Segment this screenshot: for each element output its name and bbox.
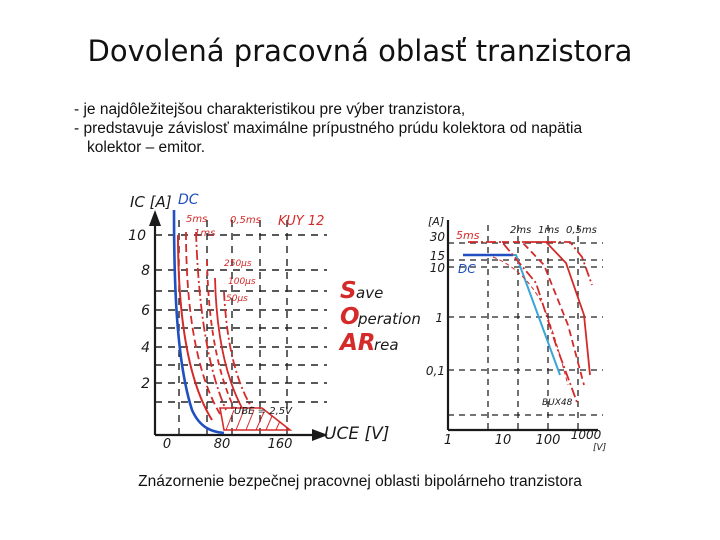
left-y-tick: 8: [141, 263, 150, 279]
right-device-label: BUX48: [542, 398, 573, 408]
bullet-2: - predstavuje závislosť maximálne prípustného prúdu kolektora od napätia: [74, 120, 583, 137]
left-y-axis-label: IC [A]: [130, 193, 172, 211]
left-x-tick: 160: [267, 437, 293, 450]
right-y-tick: 30: [429, 230, 445, 244]
right-x-tick: 10: [494, 433, 512, 448]
left-curve-label: 50μs: [226, 294, 248, 304]
bullet-2-continuation: kolektor – emitor.: [87, 139, 206, 156]
right-y-tick: 15: [429, 249, 445, 263]
left-curve-label: 5ms: [186, 214, 208, 225]
right-y-tick: 1: [435, 311, 443, 325]
soa-letter-o: O: [340, 304, 360, 330]
soa-rest-o: peration: [358, 310, 421, 328]
left-y-tick: 10: [128, 228, 146, 244]
right-y-axis-label: [A]: [428, 215, 445, 228]
right-curve-label: 0,5ms: [566, 225, 597, 236]
right-y-tick: 0,1: [425, 364, 445, 378]
right-curve-label: 5ms: [456, 229, 480, 242]
left-y-tick: 2: [141, 376, 150, 392]
slide-title: Dovolená pracovná oblasť tranzistora: [87, 34, 633, 68]
right-curve-label: DC: [458, 262, 476, 276]
left-y-tick: 4: [141, 340, 150, 356]
soa-letter-ar: AR: [340, 330, 376, 356]
right-x-tick: 1000: [570, 428, 602, 442]
left-y-tick: 6: [141, 303, 150, 319]
right-y-tick: 10: [429, 261, 445, 275]
left-curve-label: DC: [178, 192, 199, 208]
left-curve-label: 100μs: [228, 277, 256, 287]
right-soa-graph: [418, 205, 618, 455]
soa-rest-s: ave: [356, 284, 384, 302]
bullet-1: - je najdôležitejšou charakteristikou pre výber tranzistora,: [74, 101, 466, 118]
soa-mnemonic: [338, 278, 421, 356]
left-curve-label: 1ms: [194, 228, 216, 239]
left-x-axis-label: UCE [V]: [324, 424, 390, 444]
right-x-tick: 1: [443, 433, 453, 448]
right-x-tick: 100: [535, 433, 561, 448]
right-curve-label: 1ms: [538, 225, 560, 236]
left-vbe-note: UBE = 2,5V: [234, 406, 292, 417]
left-curve-label: 250μs: [224, 259, 252, 269]
figure-caption: Znázornenie bezpečnej pracovnej oblasti bipolárneho tranzistora: [138, 473, 582, 490]
left-device-label: KUY 12: [278, 214, 325, 229]
right-x-unit: [V]: [593, 443, 607, 453]
soa-letter-s: S: [340, 278, 357, 304]
left-x-tick: 0: [162, 437, 172, 450]
right-curve-label: 2ms: [510, 225, 532, 236]
bullet-list: [74, 100, 694, 157]
left-soa-graph: [112, 180, 430, 450]
left-x-tick: 80: [213, 437, 231, 450]
soa-rest-ar: rea: [374, 336, 399, 354]
left-curve-label: 0,5ms: [230, 215, 261, 226]
